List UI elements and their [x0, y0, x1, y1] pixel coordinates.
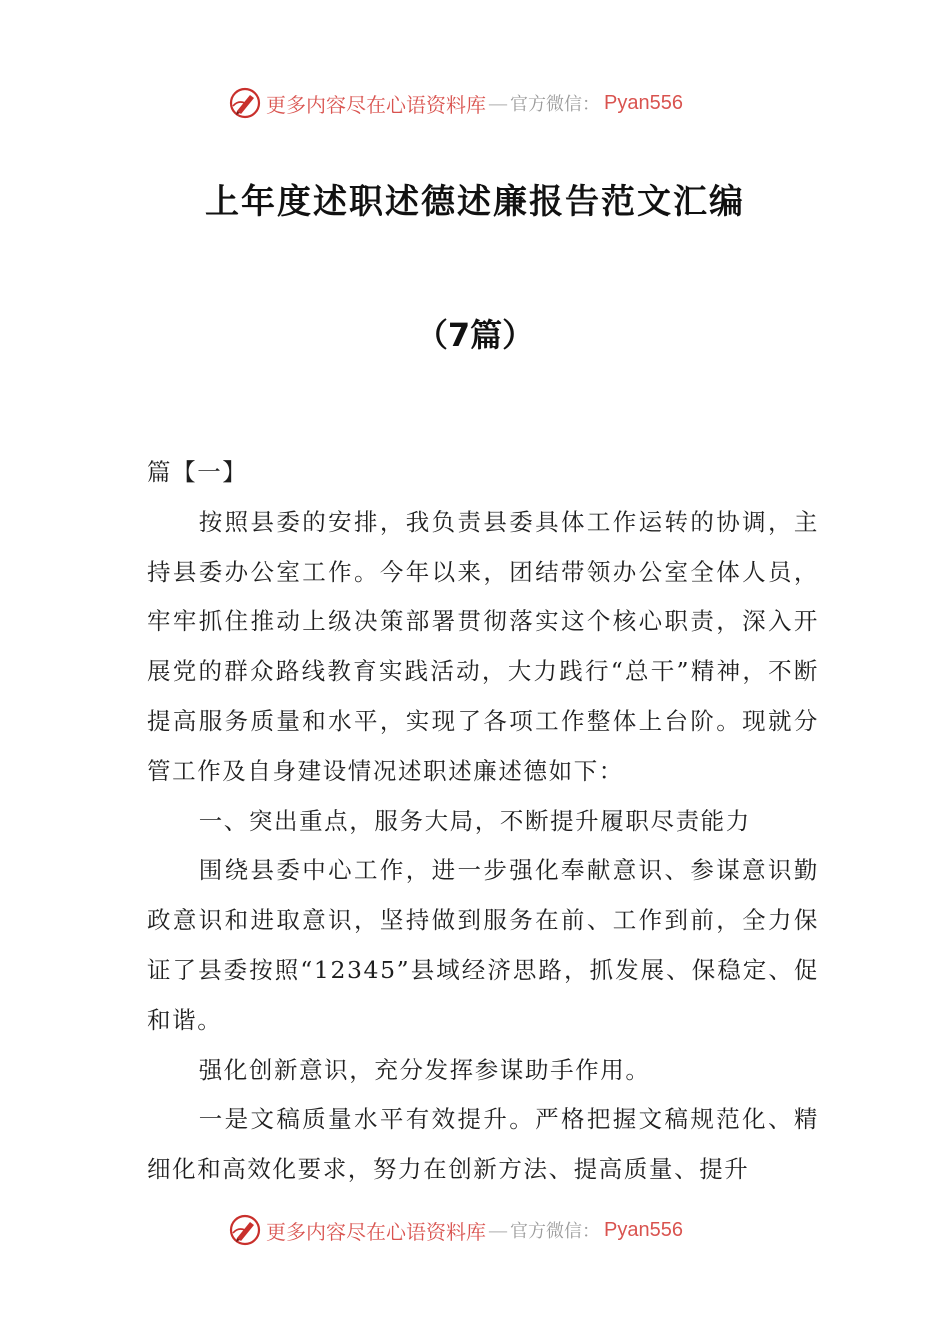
wechat-id: Pyan556: [604, 1218, 683, 1241]
body-paragraph: 按照县委的安排，我负责县委具体工作运转的协调，主持县委办公室工作。今年以来，团结带领办公室全体人员，牢牢抓住推动上级决策部署贯彻落实这个核心职责，深入开展党的群众路线教育实践活动，大力践行“总干”精神，不断提高服务质量和水平，实现了各项工作整体上台阶。现就分管工作及自身建设情况述职述廉述德如下：: [147, 507, 819, 785]
section-label: 篇【一】: [147, 458, 248, 486]
brand-separator: —: [488, 91, 508, 115]
body-paragraph: 强化创新意识，充分发挥参谋助手作用。: [198, 1055, 651, 1084]
body-paragraph: 一是文稿质量水平有效提升。严格把握文稿规范化、精细化和高效化要求，努力在创新方法、提高质量、提升: [147, 1105, 819, 1184]
document-body: [147, 448, 819, 1195]
wechat-label: 官方微信：: [510, 94, 600, 115]
brand-text: 更多内容尽在心语资料库: [266, 92, 486, 117]
pen-logo-icon: [228, 1213, 262, 1247]
brand-text: 更多内容尽在心语资料库: [266, 1219, 486, 1244]
footer-watermark: [228, 1210, 748, 1250]
document-subtitle: （7篇）: [415, 316, 535, 354]
document-title: 上年度述职述德述廉报告范文汇编: [205, 182, 745, 222]
brand-separator: —: [488, 1218, 508, 1242]
body-paragraph: 围绕县委中心工作，进一步强化奉献意识、参谋意识勤政意识和进取意识，坚持做到服务在前、工作到前，全力保证了县委按照“12345”县域经济思路，抓发展、保稳定、促和谐。: [147, 856, 819, 1034]
body-heading: 一、突出重点，服务大局，不断提升履职尽责能力: [198, 806, 751, 835]
pen-logo-icon: [228, 86, 262, 120]
wechat-label: 官方微信：: [510, 1221, 600, 1242]
wechat-id: Pyan556: [604, 91, 683, 114]
header-watermark: [228, 83, 748, 123]
